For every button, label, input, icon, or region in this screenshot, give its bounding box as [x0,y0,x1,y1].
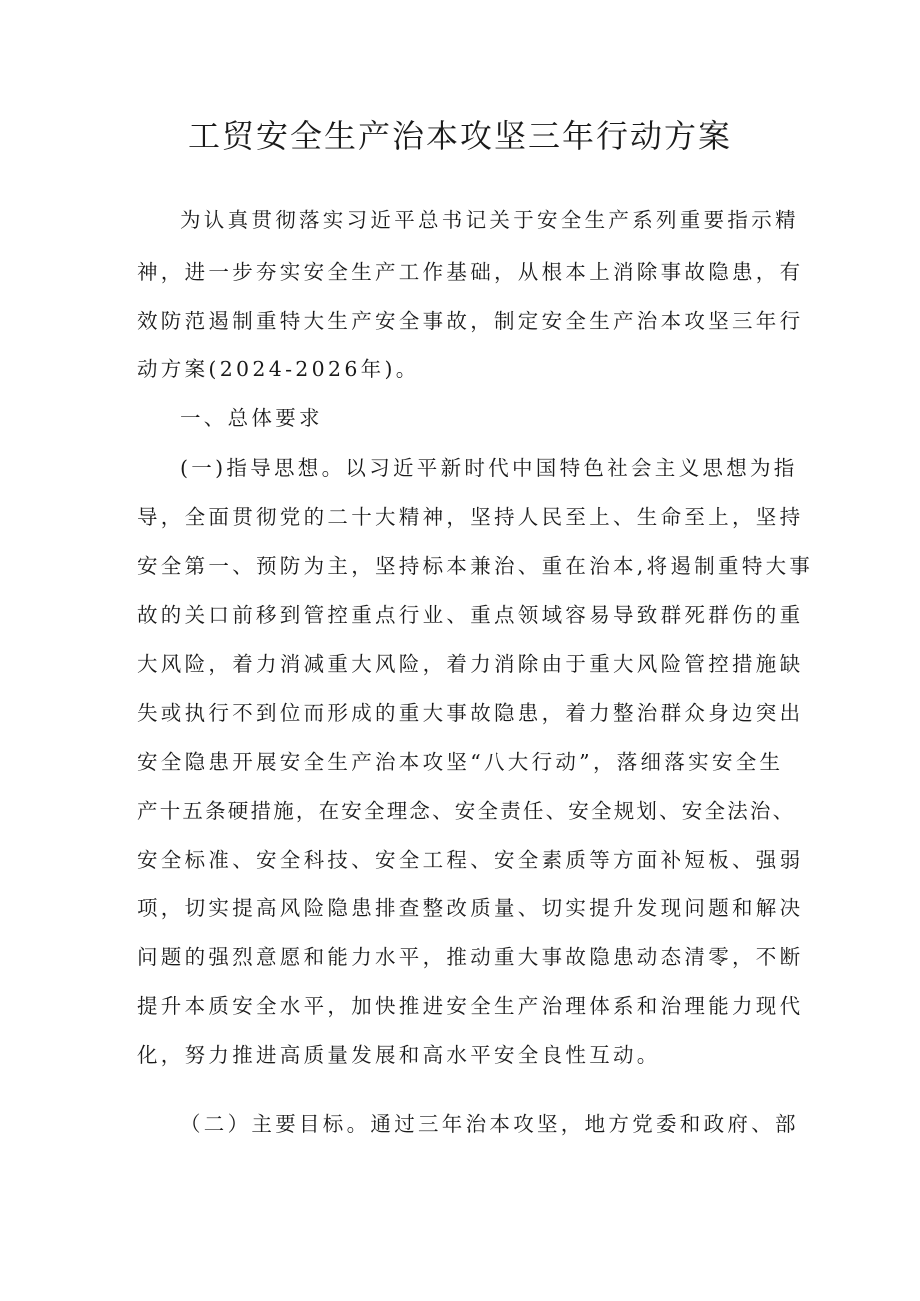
paragraph-line: 安全标准、安全科技、安全工程、安全素质等方面补短板、强弱 [137,848,804,872]
paragraph-line: 项，切实提高风险隐患排查整改质量、切实提升发现问题和解决 [137,896,804,920]
section-heading: 一、总体要求 [180,406,323,430]
document-title: 工贸安全生产治本攻坚三年行动方案 [187,117,732,155]
paragraph-line: 故的关口前移到管控重点行业、重点领域容易导致群死群伤的重 [137,603,804,627]
paragraph-line: 动方案(2024-2026年)。 [137,357,420,381]
paragraph-line: 神，进一步夯实安全生产工作基础，从根本上消除事故隐患，有 [137,260,804,284]
paragraph-line: 问题的强烈意愿和能力水平，推动重大事故隐患动态清零，不断 [137,945,804,969]
paragraph-line: 为认真贯彻落实习近平总书记关于安全生产系列重要指示精 [180,208,799,232]
paragraph-line: 大风险，着力消减重大风险，着力消除由于重大风险管控措施缺 [137,652,804,676]
paragraph-line: 效防范遏制重特大生产安全事故，制定安全生产治本攻坚三年行 [137,309,804,333]
paragraph-line: 提升本质安全水平，加快推进安全生产治理体系和治理能力现代 [137,994,804,1018]
paragraph-line: 失或执行不到位而形成的重大事故隐患，着力整治群众身边突出 [137,701,804,725]
paragraph-line: 化，努力推进高质量发展和高水平安全良性互动。 [137,1043,661,1067]
paragraph-line: 产十五条硬措施，在安全理念、安全责任、安全规划、安全法治、 [137,799,796,823]
paragraph-line: (一)指导思想。以习近平新时代中国特色社会主义思想为指 [180,456,798,480]
paragraph-line: 导，全面贯彻党的二十大精神，坚持人民至上、生命至上，坚持 [137,505,804,529]
paragraph-line: 安全第一、预防为主，坚持标本兼治、重在治本,将遏制重特大事 [137,554,814,578]
paragraph-line: （二）主要目标。通过三年治本攻坚，地方党委和政府、部 [180,1112,799,1136]
paragraph-line: 安全隐患开展安全生产治本攻坚“八大行动”，落细落实安全生 [137,750,784,774]
